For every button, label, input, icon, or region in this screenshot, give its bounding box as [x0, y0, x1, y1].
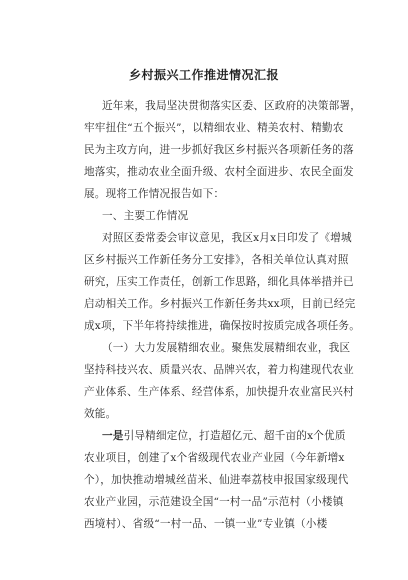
paragraph-line: 对照区委常委会审议意见，我区x月x日印发了《增城 [102, 232, 352, 244]
bold-lead: 一是 [102, 430, 124, 442]
paragraph-line: 效能。 [84, 408, 117, 420]
paragraph-line: 农业项目，创建了x个省级现代农业产业园（今年新增x [84, 452, 345, 464]
paragraph-line: 启动相关工作。乡村振兴工作新任务共xx项，目前已经完 [84, 298, 356, 310]
paragraph-line: 坚持科技兴农、质量兴农、品牌兴农，着力构建现代农业 [84, 364, 354, 376]
paragraph-line: 研究，压实工作责任，创新工作思路，细化具体举措并已 [84, 276, 354, 288]
paragraph-line: 展。现将工作情况报告如下： [84, 188, 225, 200]
paragraph-line: 区乡村振兴工作新任务分工安排》，各相关单位认真对照 [84, 254, 349, 266]
paragraph-line-with-lead [102, 428, 346, 444]
paragraph-line: 农业产业园，示范建设全国“一村一品”示范村（小楼镇 [84, 496, 344, 508]
section-heading: 一、主要工作情况 [102, 210, 189, 222]
subsection-line: （一）大力发展精细农业。聚焦发展精细农业，我区 [102, 342, 351, 354]
paragraph-line: 个），加快推动增城丝苗米、仙进奉荔枝申报国家级现代 [84, 474, 349, 486]
paragraph-line: 产业体系、生产体系、经营体系，加快提升农业富民兴村 [84, 386, 354, 398]
paragraph-line: 西境村）、省级“一村一品、一镇一业”专业镇（小楼 [84, 518, 328, 530]
paragraph-line: 成x项，下半年将持续推进，确保按时按质完成各项任务。 [84, 320, 361, 332]
paragraph-line: 近年来，我局坚决贯彻落实区委、区政府的决策部署， [102, 100, 362, 112]
paragraph-line: 民为主攻方向，进一步抓好我区乡村振兴各项新任务的落 [84, 144, 354, 156]
paragraph-line: 牢牢扭住“五个振兴”，以精细农业、精美农村、精勤农 [84, 122, 344, 134]
document-title: 乡村振兴工作推进情况汇报 [128, 68, 279, 82]
paragraph-line: 地落实，推动农业全面升级、农村全面进步、农民全面发 [84, 166, 354, 178]
paragraph-text: 引导精细定位，打造超亿元、超千亩的x个优质 [123, 430, 346, 442]
